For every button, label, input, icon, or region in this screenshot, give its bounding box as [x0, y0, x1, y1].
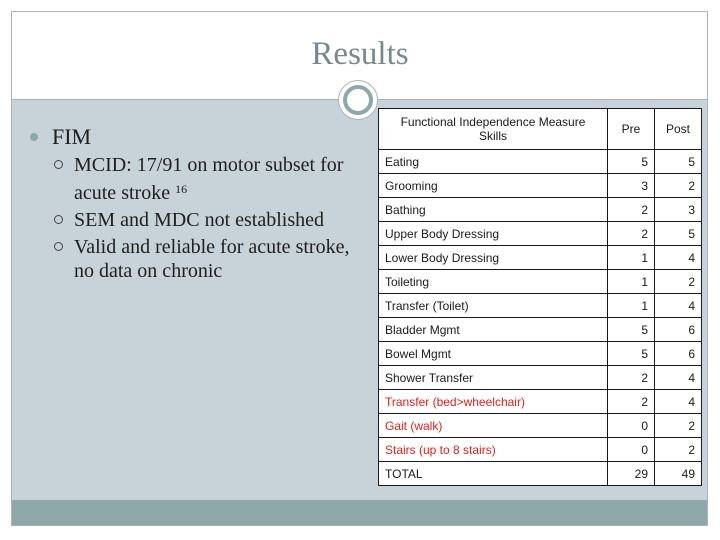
- table-row: [379, 150, 702, 174]
- cell-skill: Eating: [379, 150, 608, 174]
- cell-skill: TOTAL: [379, 462, 608, 486]
- table-row: [379, 222, 702, 246]
- footer-bar: [12, 500, 707, 525]
- cell-skill: Shower Transfer: [379, 366, 608, 390]
- table-row: [379, 174, 702, 198]
- table-row: [379, 318, 702, 342]
- bullet-main-text: FIM: [52, 124, 92, 149]
- cell-post: 3: [655, 198, 702, 222]
- cell-skill: Transfer (Toilet): [379, 294, 608, 318]
- sub-bullet-text: SEM and MDC not established: [74, 209, 324, 231]
- cell-post: 49: [655, 462, 702, 486]
- cell-pre: 0: [608, 414, 655, 438]
- cell-post: 6: [655, 342, 702, 366]
- cell-post: 4: [655, 294, 702, 318]
- cell-post: 4: [655, 390, 702, 414]
- cell-post: 2: [655, 270, 702, 294]
- header-post: Post: [655, 109, 702, 150]
- cell-pre: 2: [608, 198, 655, 222]
- sub-bullet-validity: [30, 235, 360, 283]
- header-pre: Pre: [608, 109, 655, 150]
- cell-pre: 3: [608, 174, 655, 198]
- sub-bullet-text: Valid and reliable for acute stroke, no data on chronic: [74, 236, 350, 282]
- table-row: [379, 294, 702, 318]
- table-row: [379, 198, 702, 222]
- header-skills: Functional Independence Measure Skills: [379, 109, 608, 150]
- cell-pre: 5: [608, 318, 655, 342]
- cell-pre: 5: [608, 150, 655, 174]
- table-row: [379, 438, 702, 462]
- sub-bullet-mcid: [30, 153, 360, 205]
- filled-bullet-icon: [30, 133, 38, 141]
- cell-post: 5: [655, 150, 702, 174]
- table-row: [379, 462, 702, 486]
- cell-skill: Toileting: [379, 270, 608, 294]
- cell-pre: 2: [608, 366, 655, 390]
- cell-post: 5: [655, 222, 702, 246]
- cell-skill: Stairs (up to 8 stairs): [379, 438, 608, 462]
- cell-skill: Transfer (bed>wheelchair): [379, 390, 608, 414]
- cell-skill: Bowel Mgmt: [379, 342, 608, 366]
- sub-bullet-sem: [30, 208, 360, 232]
- cell-pre: 2: [608, 222, 655, 246]
- hollow-bullet-icon: [54, 160, 63, 169]
- table-row: [379, 270, 702, 294]
- cell-skill: Bathing: [379, 198, 608, 222]
- cell-pre: 0: [608, 438, 655, 462]
- bullet-main: [30, 124, 360, 150]
- table-row: [379, 342, 702, 366]
- table-row: [379, 390, 702, 414]
- cell-pre: 29: [608, 462, 655, 486]
- bullet-list: [30, 124, 360, 283]
- cell-post: 6: [655, 318, 702, 342]
- table-row: [379, 414, 702, 438]
- cell-post: 2: [655, 438, 702, 462]
- slide-title: Results: [311, 36, 409, 72]
- cell-pre: 2: [608, 390, 655, 414]
- cell-post: 4: [655, 246, 702, 270]
- cell-skill: Grooming: [379, 174, 608, 198]
- cell-post: 2: [655, 414, 702, 438]
- divider-ornament-icon: [338, 80, 378, 120]
- cell-pre: 1: [608, 294, 655, 318]
- cell-post: 2: [655, 174, 702, 198]
- cell-pre: 5: [608, 342, 655, 366]
- hollow-bullet-icon: [54, 242, 63, 251]
- cell-pre: 1: [608, 246, 655, 270]
- cell-skill: Lower Body Dressing: [379, 246, 608, 270]
- hollow-bullet-icon: [54, 215, 63, 224]
- cell-pre: 1: [608, 270, 655, 294]
- table-row: [379, 366, 702, 390]
- table-row: [379, 246, 702, 270]
- fim-results-table: [378, 108, 702, 486]
- cell-skill: Gait (walk): [379, 414, 608, 438]
- table-header-row: [379, 109, 702, 150]
- ornament-inner-ring: [343, 85, 373, 115]
- cell-post: 4: [655, 366, 702, 390]
- citation-superscript: 16: [175, 182, 188, 196]
- cell-skill: Bladder Mgmt: [379, 318, 608, 342]
- cell-skill: Upper Body Dressing: [379, 222, 608, 246]
- sub-bullet-text: MCID: 17/91 on motor subset for acute stroke: [74, 154, 344, 204]
